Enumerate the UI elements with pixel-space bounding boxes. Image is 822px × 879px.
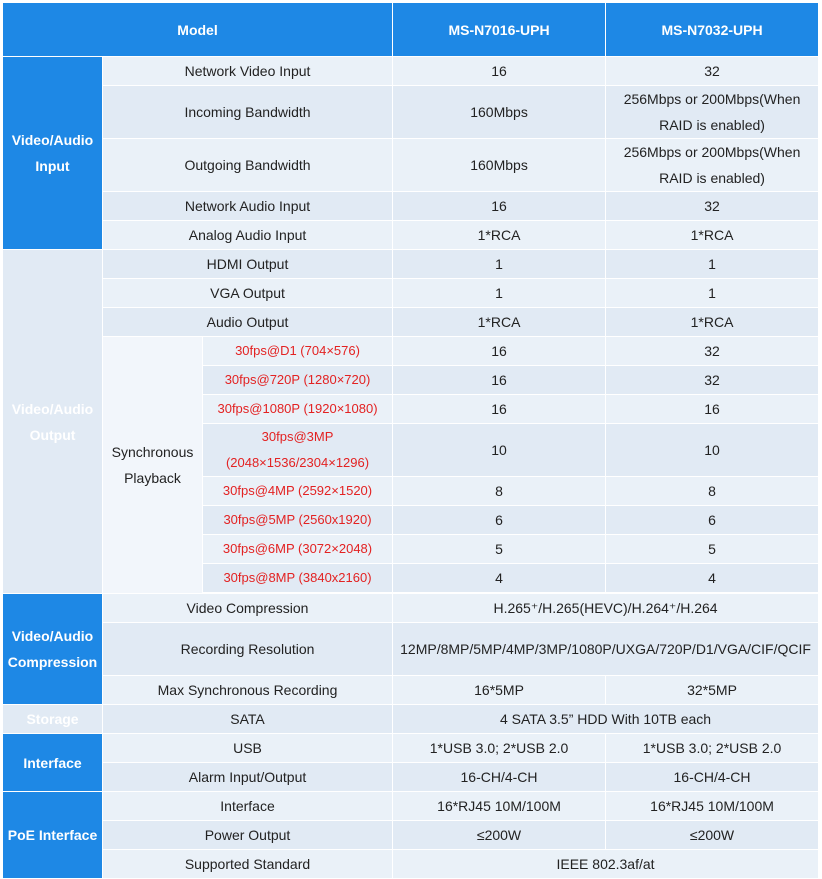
row-label: Incoming Bandwidth — [103, 86, 393, 139]
row-hdmi-output — [3, 250, 819, 279]
playback-spec-label: 30fps@3MP (2048×1536/2304×1296) — [203, 424, 393, 477]
value-model-2: ≤200W — [606, 821, 819, 850]
category-video-audio-compression: Video/Audio Compression — [3, 594, 103, 705]
row-label: Network Audio Input — [103, 192, 393, 221]
value-shared: H.265⁺/H.265(HEVC)/H.264⁺/H.264 — [393, 594, 819, 623]
value-model-1: 1*USB 3.0; 2*USB 2.0 — [393, 734, 606, 763]
value-model-1: 16*5MP — [393, 676, 606, 705]
value-model-2: 4 — [606, 564, 819, 593]
value-model-2: 32 — [606, 57, 819, 86]
value-model-2: 1 — [606, 279, 819, 308]
row-network-video-input — [3, 57, 819, 86]
value-model-2: 16-CH/4-CH — [606, 763, 819, 792]
header-row — [3, 3, 819, 57]
value-model-1: 1*RCA — [393, 221, 606, 250]
playback-spec-label: 30fps@D1 (704×576) — [203, 337, 393, 366]
row-label: HDMI Output — [103, 250, 393, 279]
header-model: Model — [3, 3, 393, 57]
value-model-2: 5 — [606, 535, 819, 564]
value-model-1: 16 — [393, 192, 606, 221]
category-interface: Interface — [3, 734, 103, 792]
playback-spec-label: 30fps@4MP (2592×1520) — [203, 477, 393, 506]
value-model-2: 16 — [606, 395, 819, 424]
value-model-2: 8 — [606, 477, 819, 506]
value-model-1: 16 — [393, 395, 606, 424]
row-label: SATA — [103, 705, 393, 734]
playback-spec-label: 30fps@720P (1280×720) — [203, 366, 393, 395]
value-model-2: 256Mbps or 200Mbps(When RAID is enabled) — [606, 86, 819, 139]
row-max-sync-recording — [3, 676, 819, 705]
playback-spec-label: 30fps@5MP (2560x1920) — [203, 506, 393, 535]
value-shared: IEEE 802.3af/at — [393, 850, 819, 879]
value-model-1: 8 — [393, 477, 606, 506]
value-model-1: 16 — [393, 366, 606, 395]
value-model-2: 256Mbps or 200Mbps(When RAID is enabled) — [606, 139, 819, 192]
category-storage: Storage — [3, 705, 103, 734]
row-label: Recording Resolution — [103, 623, 393, 676]
value-model-1: 16*RJ45 10M/100M — [393, 792, 606, 821]
category-poe-interface: PoE Interface — [3, 792, 103, 879]
row-label: Alarm Input/Output — [103, 763, 393, 792]
row-label: Network Video Input — [103, 57, 393, 86]
row-label: Power Output — [103, 821, 393, 850]
value-model-1: 160Mbps — [393, 139, 606, 192]
playback-spec-label: 30fps@6MP (3072×2048) — [203, 535, 393, 564]
row-supported-standard — [3, 850, 819, 879]
value-model-1: 4 — [393, 564, 606, 593]
value-model-1: 1 — [393, 250, 606, 279]
row-video-compression — [3, 594, 819, 623]
playback-spec-label: 30fps@1080P (1920×1080) — [203, 395, 393, 424]
value-model-2: 1*RCA — [606, 308, 819, 337]
spec-table — [2, 2, 819, 879]
header-model-2: MS-N7032-UPH — [606, 3, 819, 57]
value-model-2: 16*RJ45 10M/100M — [606, 792, 819, 821]
row-usb — [3, 734, 819, 763]
row-alarm-io — [3, 763, 819, 792]
row-label: Video Compression — [103, 594, 393, 623]
row-label: USB — [103, 734, 393, 763]
value-shared: 4 SATA 3.5” HDD With 10TB each — [393, 705, 819, 734]
row-audio-output — [3, 308, 819, 337]
value-model-1: 1*RCA — [393, 308, 606, 337]
row-label: Audio Output — [103, 308, 393, 337]
row-label: Max Synchronous Recording — [103, 676, 393, 705]
value-model-1: ≤200W — [393, 821, 606, 850]
row-label: VGA Output — [103, 279, 393, 308]
value-model-2: 32 — [606, 192, 819, 221]
row-playback-d1 — [3, 337, 819, 366]
row-network-audio-input — [3, 192, 819, 221]
value-shared: 12MP/8MP/5MP/4MP/3MP/1080P/UXGA/720P/D1/VGA/CIF/QCIF — [393, 623, 819, 676]
row-sata — [3, 705, 819, 734]
synchronous-playback-label: Synchronous Playback — [103, 337, 203, 594]
row-poe-interface — [3, 792, 819, 821]
value-model-1: 10 — [393, 424, 606, 477]
category-video-audio-input: Video/Audio Input — [3, 57, 103, 250]
row-power-output — [3, 821, 819, 850]
playback-spec-label: 30fps@8MP (3840x2160) — [203, 564, 393, 593]
row-analog-audio-input — [3, 221, 819, 250]
row-vga-output — [3, 279, 819, 308]
row-label: Analog Audio Input — [103, 221, 393, 250]
row-label: Outgoing Bandwidth — [103, 139, 393, 192]
value-model-1: 1 — [393, 279, 606, 308]
row-incoming-bandwidth — [3, 86, 819, 139]
value-model-2: 1*USB 3.0; 2*USB 2.0 — [606, 734, 819, 763]
value-model-2: 1 — [606, 250, 819, 279]
value-model-2: 32 — [606, 337, 819, 366]
row-recording-resolution — [3, 623, 819, 676]
value-model-1: 6 — [393, 506, 606, 535]
value-model-1: 16 — [393, 57, 606, 86]
row-outgoing-bandwidth — [3, 139, 819, 192]
category-video-audio-output: Video/Audio Output — [3, 250, 103, 594]
header-model-1: MS-N7016-UPH — [393, 3, 606, 57]
value-model-2: 6 — [606, 506, 819, 535]
value-model-1: 160Mbps — [393, 86, 606, 139]
value-model-2: 10 — [606, 424, 819, 477]
value-model-2: 32 — [606, 366, 819, 395]
value-model-2: 1*RCA — [606, 221, 819, 250]
value-model-1: 16 — [393, 337, 606, 366]
value-model-2: 32*5MP — [606, 676, 819, 705]
row-label: Interface — [103, 792, 393, 821]
value-model-1: 16-CH/4-CH — [393, 763, 606, 792]
row-label: Supported Standard — [103, 850, 393, 879]
value-model-1: 5 — [393, 535, 606, 564]
